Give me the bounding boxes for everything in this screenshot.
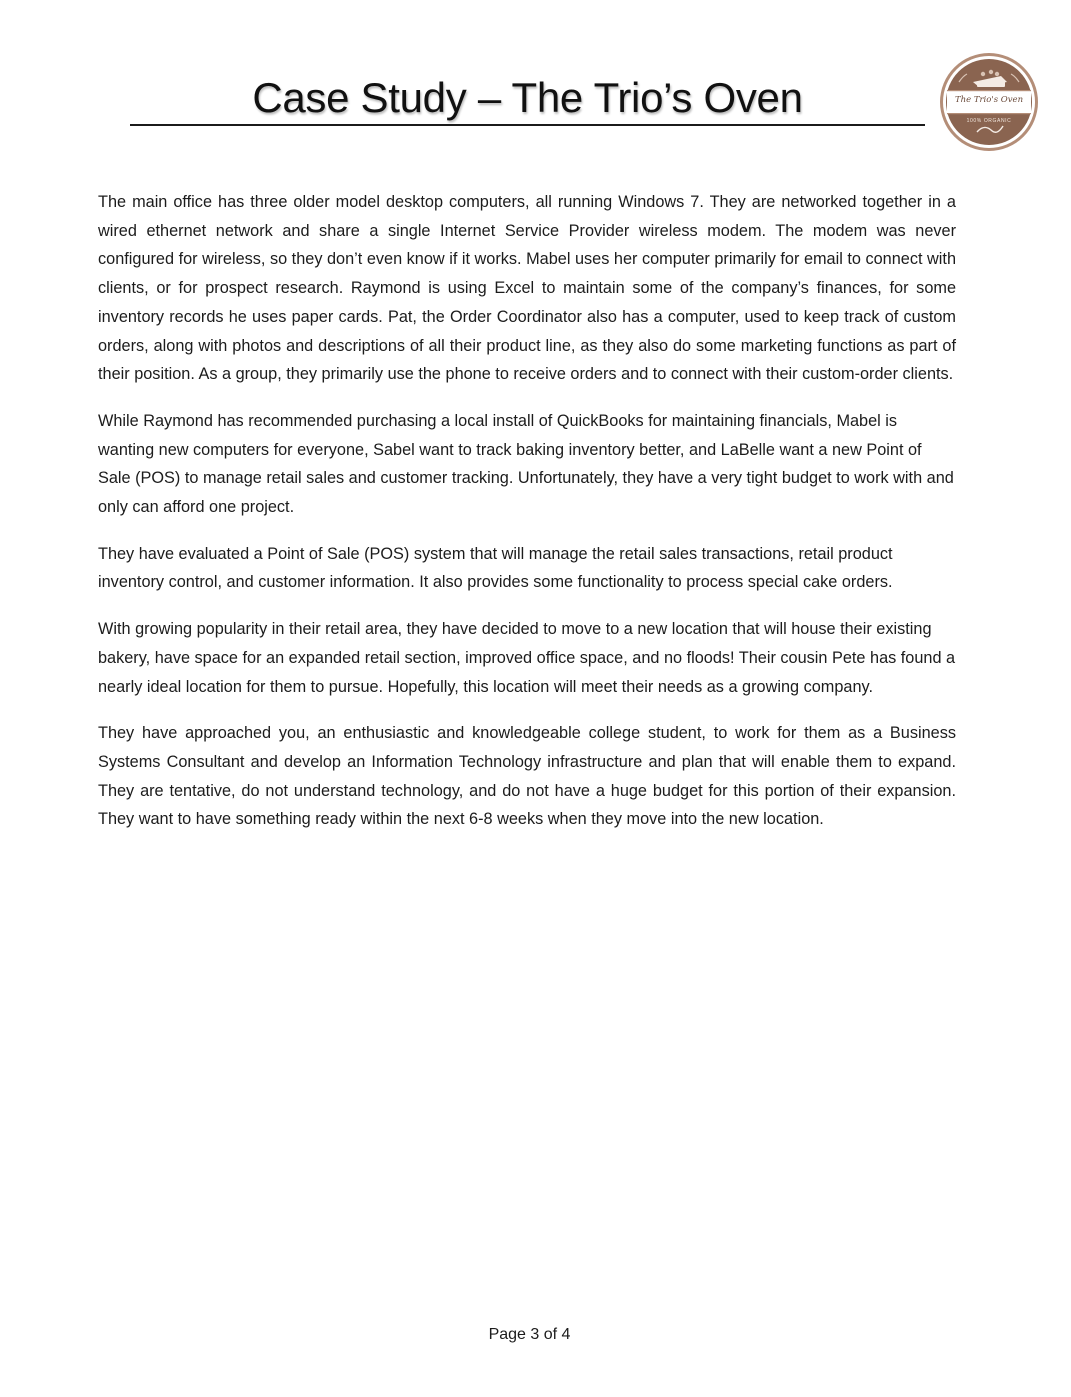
paragraph-2: While Raymond has recommended purchasing a local install of QuickBooks for maintaining financials, Mabel is wanting new computers for everyone, Sabel want to track baking inventory better, and LaBelle want a new Point of Sale (POS) to manage retail sales and customer tracking. Unfortunately, they have a very tight budget to work with and only can afford one project. <box>98 411 954 517</box>
logo-name: The Trio's Oven <box>954 95 1024 105</box>
page-number: Page 3 of 4 <box>488 1326 571 1343</box>
title-underline <box>130 124 925 126</box>
paragraph-5: They have approached you, an enthusiastic and knowledgeable college student, to work for them as a Business Systems Consultant and develop an Information Technology infrastructure and plan that will enable them to expand. They are tentative, do not understand technology, and do not have a huge budget for this portion of their expansion. They want to have something ready within the next 6-8 weeks when they move into the new location. <box>98 724 956 829</box>
paragraph-1: The main office has three older model desktop computers, all running Windows 7. They are networked together in a wired ethernet network and share a single Internet Service Provider wireless modem. The modem was never configured for wireless, so they don’t even know if it works. Mabel uses her computer primarily for email to connect with clients, or for prospect research. Raymond is using Excel to maintain some of the company’s finances, for some inventory records he uses paper cards. Pat, the Order Coordinator also has a computer, used to keep track of custom orders, along with photos and descriptions of all their product line, as they also do some marketing functions as part of their position. As a group, they primarily use the phone to receive orders and to connect with their custom-order clients. <box>98 193 956 384</box>
logo-tagline: 100% ORGANIC <box>966 118 1012 124</box>
page-title: Case Study – The Trio’s Oven <box>252 74 803 121</box>
paragraph-3: They have evaluated a Point of Sale (POS) system that will manage the retail sales transactions, retail product inventory control, and customer information. It also provides some functionality to process special cake orders. <box>98 544 893 592</box>
company-logo <box>939 52 1039 152</box>
document-body <box>98 188 956 852</box>
paragraph-4: With growing popularity in their retail area, they have decided to move to a new location that will house their existing bakery, have space for an expanded retail section, improved office space, and no floods! Their cousin Pete has found a nearly ideal location for them to pursue. Hopefully, this location will meet their needs as a growing company. <box>98 620 956 696</box>
